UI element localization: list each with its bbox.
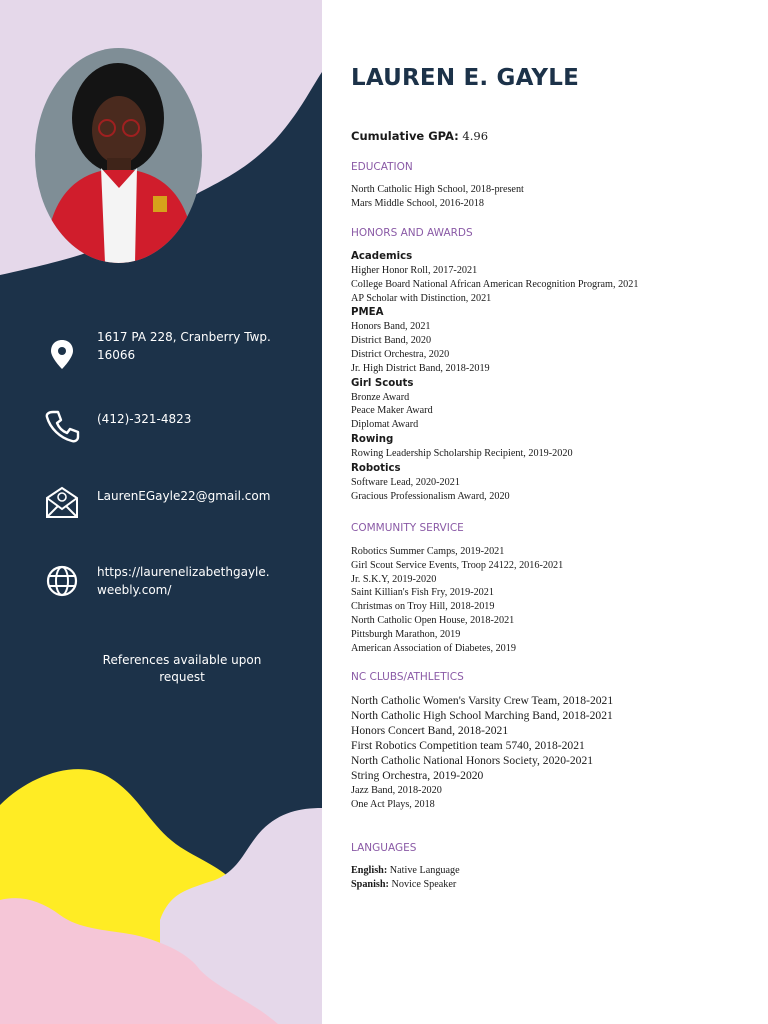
honors-group-title: Academics bbox=[351, 251, 413, 262]
list-item: Saint Killian's Fish Fry, 2019-2021 bbox=[351, 587, 494, 599]
website-line-1[interactable]: https://laurenelizabethgayle. bbox=[97, 565, 270, 579]
honors-group-title: PMEA bbox=[351, 307, 384, 319]
list-item: Diplomat Award bbox=[351, 419, 419, 431]
address-line-2: 16066 bbox=[97, 348, 136, 362]
education-list bbox=[351, 183, 524, 211]
list-item: Christmas on Troy Hill, 2018-2019 bbox=[351, 601, 495, 613]
list-item: Software Lead, 2020-2021 bbox=[351, 476, 460, 488]
community-list bbox=[351, 545, 563, 655]
list-item: String Orchestra, 2019-2020 bbox=[351, 769, 484, 782]
list-item: District Orchestra, 2020 bbox=[351, 348, 450, 360]
honors-list bbox=[351, 249, 638, 503]
honors-heading: HONORS AND AWARDS bbox=[351, 227, 473, 239]
profile-photo bbox=[35, 48, 202, 263]
list-item: Jr. High District Band, 2018-2019 bbox=[351, 362, 490, 374]
website-line-2[interactable]: weebly.com/ bbox=[97, 583, 172, 597]
phone-icon bbox=[44, 408, 80, 444]
honors-group-title: Girl Scouts bbox=[351, 377, 414, 389]
language-item bbox=[351, 864, 460, 878]
phone-number[interactable]: (412)-321-4823 bbox=[97, 412, 192, 426]
list-item: North Catholic Open House, 2018-2021 bbox=[351, 614, 515, 626]
education-heading: EDUCATION bbox=[351, 161, 413, 173]
references-line-2: request bbox=[159, 670, 205, 684]
list-item: One Act Plays, 2018 bbox=[351, 798, 435, 810]
community-heading: COMMUNITY SERVICE bbox=[351, 522, 464, 534]
list-item: Girl Scout Service Events, Troop 24122, 2016-2021 bbox=[351, 559, 564, 571]
language-level: Novice Speaker bbox=[391, 878, 457, 890]
list-item: American Association of Diabetes, 2019 bbox=[351, 642, 516, 654]
list-item: Jazz Band, 2018-2020 bbox=[351, 785, 442, 796]
page-title: LAUREN E. GAYLE bbox=[351, 65, 580, 91]
honors-group-title: Robotics bbox=[351, 462, 401, 474]
clubs-heading: NC CLUBS/ATHLETICS bbox=[351, 671, 464, 683]
list-item: Peace Maker Award bbox=[351, 405, 433, 417]
list-item: Higher Honor Roll, 2017-2021 bbox=[351, 265, 478, 276]
languages-heading: LANGUAGES bbox=[351, 842, 417, 854]
list-item: Gracious Professionalism Award, 2020 bbox=[351, 490, 510, 502]
list-item: AP Scholar with Distinction, 2021 bbox=[351, 292, 492, 304]
list-item: College Board National African American Recognition Program, 2021 bbox=[351, 278, 639, 290]
list-item: Bronze Award bbox=[351, 391, 410, 403]
list-item: Rowing Leadership Scholarship Recipient, 2019-2020 bbox=[351, 447, 573, 459]
gpa-line bbox=[351, 129, 488, 143]
location-pin-icon bbox=[44, 336, 80, 372]
honors-group-title: Rowing bbox=[351, 433, 394, 445]
list-item: Robotics Summer Camps, 2019-2021 bbox=[351, 546, 505, 557]
language-name: English: bbox=[351, 865, 388, 876]
references-note bbox=[92, 652, 272, 686]
language-item bbox=[351, 878, 460, 892]
list-item: Jr. S.K.Y, 2019-2020 bbox=[351, 573, 437, 585]
clubs-list bbox=[351, 693, 613, 783]
sidebar bbox=[0, 0, 322, 1024]
list-item: Honors Band, 2021 bbox=[351, 321, 431, 333]
website-link[interactable] bbox=[97, 563, 297, 599]
globe-icon bbox=[44, 563, 80, 599]
clubs-list-small bbox=[351, 784, 442, 812]
languages-list bbox=[351, 864, 460, 892]
list-item: North Catholic High School, 2018-present bbox=[351, 184, 524, 195]
email-address[interactable]: LaurenEGayle22@gmail.com bbox=[97, 489, 271, 503]
language-level: Native Language bbox=[389, 865, 460, 876]
gpa-value: 4.96 bbox=[462, 129, 489, 143]
references-line-1: References available upon bbox=[102, 653, 262, 667]
list-item: District Band, 2020 bbox=[351, 335, 432, 347]
address bbox=[97, 328, 297, 364]
email-icon bbox=[44, 484, 80, 520]
list-item: North Catholic National Honors Society, 2020-2021 bbox=[351, 754, 594, 767]
language-name: Spanish: bbox=[351, 878, 389, 890]
list-item: Mars Middle School, 2016-2018 bbox=[351, 197, 484, 209]
list-item: Honors Concert Band, 2018-2021 bbox=[351, 724, 509, 737]
list-item: North Catholic Women's Varsity Crew Team, 2018-2021 bbox=[351, 694, 614, 707]
list-item: First Robotics Competition team 5740, 2018-2021 bbox=[351, 739, 585, 752]
address-line-1: 1617 PA 228, Cranberry Twp. bbox=[97, 330, 271, 344]
gpa-label: Cumulative GPA: bbox=[351, 129, 459, 143]
list-item: Pittsburgh Marathon, 2019 bbox=[351, 628, 461, 640]
list-item: North Catholic High School Marching Band, 2018-2021 bbox=[351, 709, 613, 722]
